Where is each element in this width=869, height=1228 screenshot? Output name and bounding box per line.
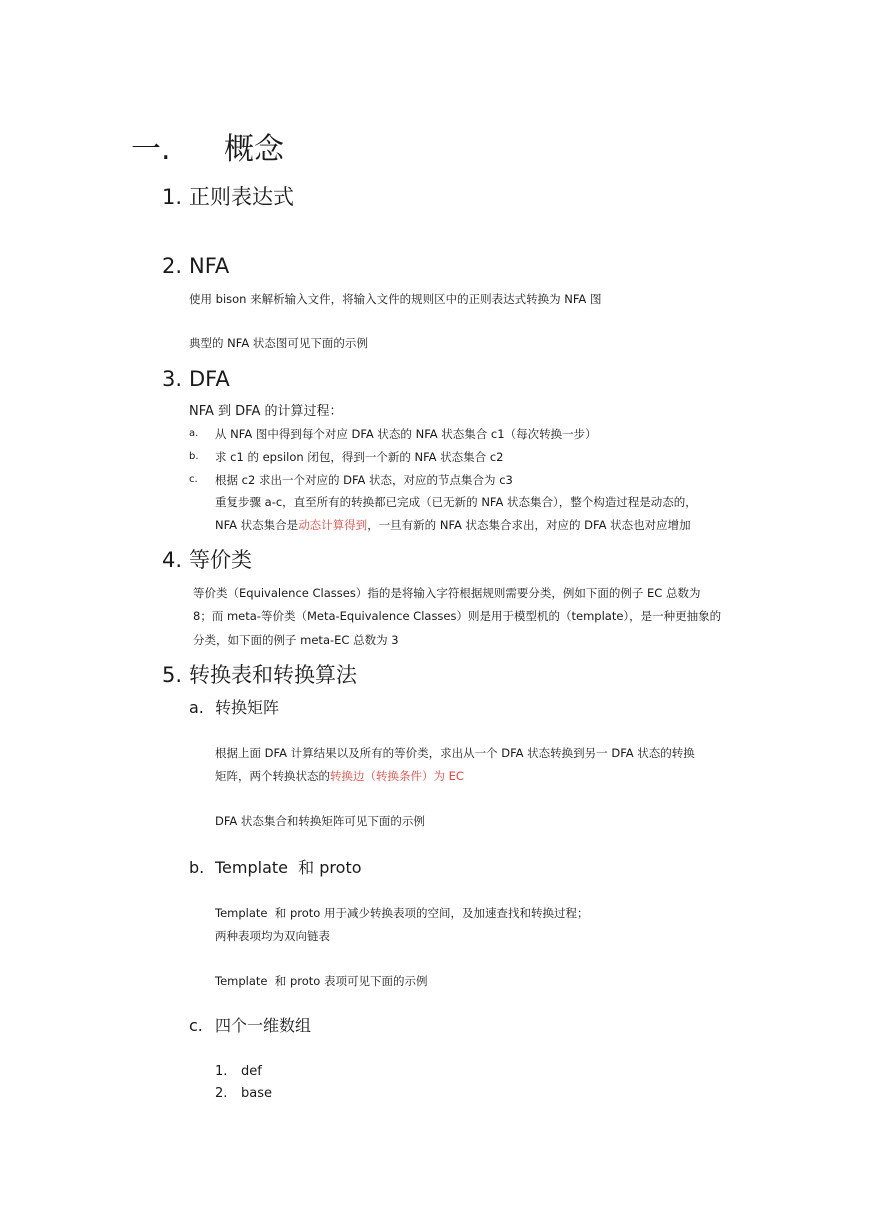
list-item: 从 NFA 图中得到每个对应 DFA 状态的 NFA 状态集合 c1（每次转换一步） [215,427,597,441]
template-line-1: Template 和 proto 用于减少转换表项的空间，及加速查找和转换过程； [215,906,589,920]
subheading-matrix: 转换矩阵 [215,698,280,717]
matrix-line-1: 根据上面 DFA 计算结果以及所有的等价类，求出从一个 DFA 状态转换到另一 DFA 状态的转换 [215,746,695,760]
dfa-continuation-1: 重复步骤 a-c，直至所有的转换都已完成（已无新的 NFA 状态集合），整个构造过程是动态的， [215,495,697,509]
list-item: def [241,1064,262,1079]
heading-equivalence: 等价类 [189,548,252,572]
list-item: 根据 c2 求出一个对应的 DFA 状态，对应的节点集合为 c3 [215,473,513,487]
highlight-text: 转换边（转换条件）为 EC [330,769,464,783]
list-marker: 1. [215,1064,228,1079]
nfa-paragraph-1: 使用 bison 来解析输入文件，将输入文件的规则区中的正则表达式转换为 NFA 图 [189,292,602,306]
heading-number-2: 2. [162,254,183,278]
list-marker: c. [189,474,198,485]
equivalence-line-3: 分类，如下面的例子 meta-EC 总数为 3 [193,633,399,647]
heading-number-4: 4. [162,548,183,572]
list-marker: a. [189,428,199,439]
nfa-paragraph-2: 典型的 NFA 状态图可见下面的示例 [189,336,368,350]
list-marker: 2. [215,1086,228,1101]
dfa-continuation-2 [215,517,691,533]
list-marker: b. [189,451,199,462]
list-item: 求 c1 的 epsilon 闭包，得到一个新的 NFA 状态集合 c2 [215,450,504,464]
heading-number-1: 1. [162,185,183,209]
subheading-template: Template 和 proto [215,858,362,877]
list-item: base [241,1086,272,1101]
heading-number-5: 5. [162,663,183,687]
equivalence-line-2: 8；而 meta-等价类（Meta-Equivalence Classes）则是用于模型机的（template），是一种更抽象的 [193,609,722,623]
dfa-intro: NFA 到 DFA 的计算过程： [189,404,343,419]
subheading-marker: b. [189,858,205,877]
heading-number-3: 3. [162,367,183,391]
text-run: 矩阵，两个转换状态的 [215,769,330,783]
subheading-arrays: 四个一维数组 [215,1016,312,1035]
heading-dfa: DFA [189,367,230,391]
text-run: ，一旦有新的 NFA 状态集合求出，对应的 DFA 状态也对应增加 [367,518,691,532]
heading-regex: 正则表达式 [189,185,294,209]
matrix-line-3: DFA 状态集合和转换矩阵可见下面的示例 [215,814,425,828]
matrix-line-2 [215,768,464,784]
section-title: 概念 [224,132,284,167]
template-line-2: 两种表项均为双向链表 [215,929,330,943]
subheading-marker: c. [189,1016,203,1035]
section-number: 一. [131,132,171,167]
subheading-marker: a. [189,698,204,717]
heading-transition: 转换表和转换算法 [189,663,357,687]
text-run: NFA 状态集合是 [215,518,299,532]
equivalence-line-1: 等价类（Equivalence Classes）指的是将输入字符根据规则需要分类，例如下面的例子 EC 总数为 [193,586,701,600]
highlight-text: 动态计算得到 [298,518,368,532]
template-line-3: Template 和 proto 表项可见下面的示例 [215,974,428,988]
heading-nfa: NFA [189,254,230,278]
